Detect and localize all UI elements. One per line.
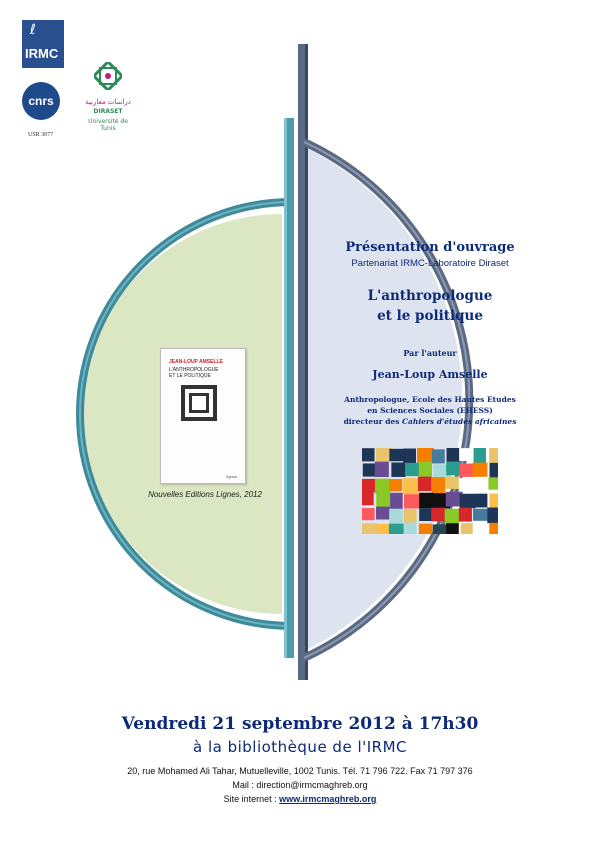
collage-tile — [445, 477, 460, 489]
event-date: Vendredi 21 septembre 2012 à 17h30 — [121, 714, 479, 734]
collage-tile — [418, 477, 431, 491]
collage-tile — [459, 478, 473, 490]
diraset-arabic-text: دراسات مغاربية — [85, 98, 131, 106]
collage-tile — [363, 463, 376, 476]
collage-tile — [433, 524, 448, 534]
author-desc-line2: en Sciences Sociales (EHESS) — [367, 406, 493, 415]
collage-tile — [488, 477, 498, 489]
collage-tile — [419, 493, 433, 509]
collage-tile — [445, 509, 459, 524]
cover-title — [169, 367, 219, 379]
collage-tile — [376, 493, 390, 508]
collage-tile — [487, 508, 498, 524]
site-label: Site internet : — [223, 794, 280, 804]
author-description — [320, 394, 540, 427]
cover-square-inner — [189, 393, 209, 413]
collage-tile — [460, 494, 476, 509]
collage-tile — [389, 509, 403, 526]
collage-tile — [391, 462, 405, 476]
book-title-line1: L'anthropologue — [367, 288, 493, 304]
collage-tile — [403, 449, 416, 464]
author-name: Jean-Loup Amselle — [372, 368, 488, 381]
collage-tile — [489, 523, 498, 534]
collage-tile — [405, 463, 419, 476]
collage-tile — [474, 479, 488, 496]
collage-tile — [475, 494, 487, 508]
collage-tile — [446, 462, 460, 476]
cover-publisher: lignes — [226, 474, 237, 479]
cover-author: JEAN-LOUP AMSELLE — [169, 359, 223, 365]
diraset-name: DIRASET — [93, 108, 123, 115]
collage-tile — [375, 479, 390, 494]
author-desc-line1: Anthropologue, Ecole des Hautes Etudes — [344, 395, 516, 404]
collage-tile — [404, 509, 417, 523]
collage-tile — [459, 508, 472, 522]
diraset-emblem-icon — [94, 62, 122, 90]
book-caption: Nouvelles Editions Lignes, 2012 — [148, 490, 262, 499]
collage-tile — [404, 494, 419, 508]
site-line — [0, 794, 600, 804]
collage-tile — [375, 462, 389, 477]
collage-tile — [362, 523, 378, 534]
collage-tile — [389, 524, 404, 534]
collage-tile — [431, 508, 446, 522]
collage-tile — [419, 524, 432, 534]
book-title-line2: et le politique — [377, 308, 483, 324]
collage-tile — [404, 522, 417, 534]
irmc-logo-text: IRMC — [25, 46, 59, 61]
book-cover — [160, 348, 246, 484]
collage-tile — [473, 522, 487, 534]
usr-label: USR 3077 — [28, 132, 54, 138]
collage-tile — [362, 492, 374, 506]
book-title — [320, 286, 540, 326]
collage-tile — [459, 448, 473, 461]
collage-tile — [489, 493, 498, 508]
collage-tile — [403, 478, 419, 494]
cnrs-logo — [22, 82, 60, 120]
irmc-logo — [22, 20, 64, 68]
collage-tile — [376, 507, 390, 520]
cnrs-logo-text: cnrs — [28, 94, 54, 108]
collage-tile — [473, 463, 488, 477]
author-desc-line3 — [320, 416, 540, 427]
event-venue: à la bibliothèque de l'IRMC — [192, 738, 408, 756]
collage-tile — [417, 448, 434, 463]
presentation-heading: Présentation d'ouvrage — [345, 240, 515, 255]
collage-tile — [473, 509, 489, 521]
collage-tile — [489, 448, 498, 463]
cover-title-line1: L'ANTHROPOLOGUE — [169, 367, 219, 373]
collage-tile — [362, 508, 375, 520]
address-line: 20, rue Mohamed Ali Tahar, Mutuelleville, 1002 Tunis. Tél. 71 796 722. Fax 71 797 376 — [127, 766, 473, 776]
collage-tile — [446, 523, 459, 534]
irmc-glyph-icon: ℓ — [30, 22, 36, 38]
collage-image — [362, 448, 498, 534]
collage-tile — [419, 508, 431, 521]
collage-tile — [389, 479, 402, 491]
mail-line: Mail : direction@irmcmaghreb.org — [232, 780, 368, 790]
site-link[interactable]: www.irmcmaghreb.org — [279, 794, 377, 804]
collage-tile — [489, 463, 498, 478]
partnership-line: Partenariat IRMC-Laboratoire Diraset — [351, 258, 509, 269]
collage-tile — [419, 462, 432, 478]
collage-tile — [362, 448, 375, 461]
universite-name: Université de Tunis — [88, 118, 128, 132]
collage-tile — [474, 448, 486, 464]
collage-tile — [432, 449, 445, 463]
cover-title-line2: ET LE POLITIQUE — [169, 373, 211, 379]
journal-name: Cahiers d'études africaines — [402, 417, 517, 426]
by-author-label: Par l'auteur — [403, 348, 457, 358]
diraset-logo — [82, 62, 134, 132]
collage-tile — [432, 477, 445, 493]
collage-tile — [389, 449, 404, 461]
collage-tile — [390, 493, 403, 509]
author-desc-prefix: directeur des — [343, 417, 403, 426]
